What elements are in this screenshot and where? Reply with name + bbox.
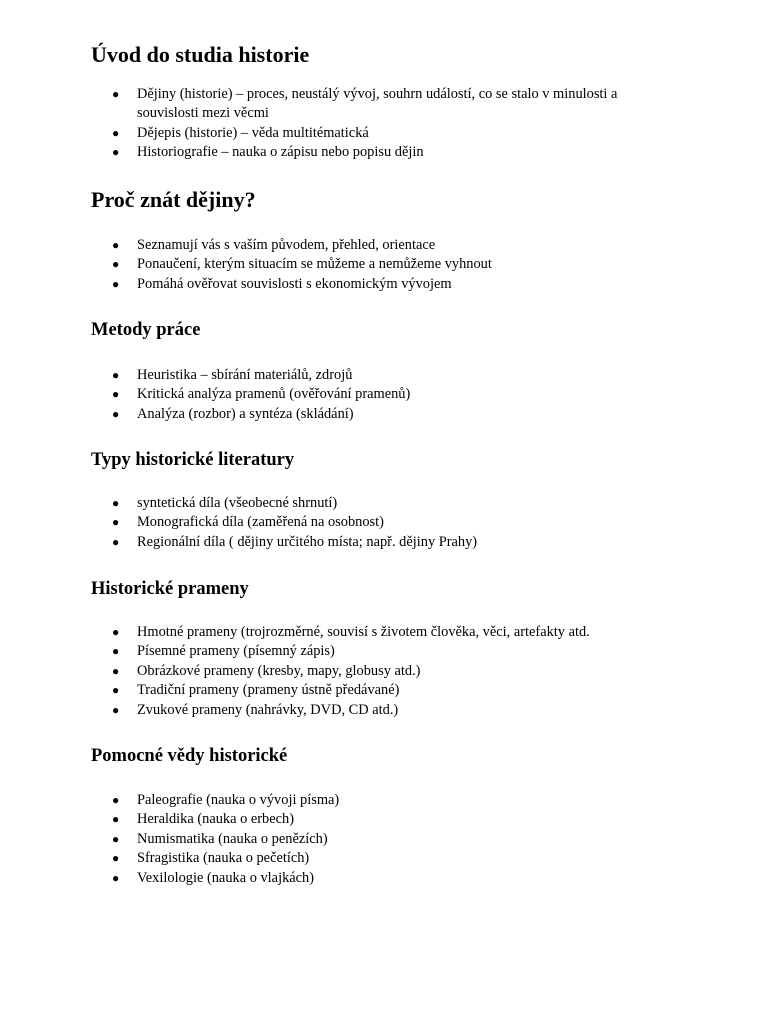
bullet-icon: ● [112, 831, 120, 846]
list-item: ● Heuristika – sbírání materiálů, zdrojů [0, 366, 677, 385]
list-item: ● Regionální díla ( dějiny určitého místa; např. dějiny Prahy) [0, 533, 677, 552]
bullet-icon: ● [112, 515, 120, 530]
list-item: ● Heraldika (nauka o erbech) [0, 810, 677, 829]
list-item: ● Písemné prameny (písemný zápis) [0, 642, 677, 661]
bullet-icon: ● [112, 368, 120, 382]
list-item: ● Hmotné prameny (trojrozměrné, souvisí s životem člověka, věci, artefakty atd. [0, 623, 677, 642]
section-list-metody-prace [0, 366, 768, 424]
bullet-icon: ● [112, 387, 120, 402]
section-heading-proc-znat-dejiny: Proč znát dějiny? [91, 187, 256, 212]
list-item: ● Tradiční prameny (prameny ústně předávané) [0, 681, 677, 700]
list-item: ● Pomáhá ověřovat souvislosti s ekonomickým vývojem [0, 275, 677, 294]
section-list-typy-literatury [0, 494, 768, 552]
bullet-icon: ● [112, 625, 120, 639]
bullet-icon: ● [112, 702, 120, 717]
section-heading-pomocne-vedy: Pomocné vědy historické [91, 746, 288, 766]
bullet-icon: ● [112, 145, 120, 160]
bullet-icon: ● [112, 125, 120, 140]
section-heading-historicke-prameny: Historické prameny [91, 579, 249, 599]
bullet-icon: ● [112, 644, 120, 659]
list-item: ● Seznamují vás s vaším původem, přehled, orientace [0, 236, 677, 255]
bullet-icon: ● [112, 534, 120, 549]
list-item: ● Paleografie (nauka o vývoji písma) [0, 791, 677, 810]
section-list-proc-znat-dejiny [0, 236, 768, 294]
bullet-icon: ● [112, 257, 120, 272]
bullet-icon: ● [112, 851, 120, 866]
list-item: ● Obrázkové prameny (kresby, mapy, globusy atd.) [0, 662, 677, 681]
list-item: ● Numismatika (nauka o penězích) [0, 830, 677, 849]
list-item: ● Vexilologie (nauka o vlajkách) [0, 869, 677, 888]
bullet-icon: ● [112, 87, 120, 101]
section-list-uvod [0, 85, 768, 163]
list-item: ● Dějiny (historie) – proces, neustálý vývoj, souhrn událostí, co se stalo v minulosti a souvislosti mezi věcmi [112, 86, 618, 122]
list-item: ● Ponaučení, kterým situacím se můžeme a nemůžeme vyhnout [0, 255, 677, 274]
bullet-icon: ● [112, 276, 120, 291]
section-list-historicke-prameny [0, 623, 768, 720]
bullet-icon: ● [112, 238, 120, 252]
section-heading-typy-literatury: Typy historické literatury [91, 450, 295, 470]
bullet-icon: ● [112, 870, 120, 885]
bullet-icon: ● [112, 793, 120, 807]
list-item: ● Kritická analýza pramenů (ověřování pramenů) [0, 385, 677, 404]
list-item: ● Monografická díla (zaměřená na osobnost) [0, 513, 677, 532]
bullet-icon: ● [112, 663, 120, 678]
bullet-icon: ● [112, 683, 120, 698]
list-item: ● Zvukové prameny (nahrávky, DVD, CD atd.) [0, 701, 677, 720]
list-item: ● syntetická díla (všeobecné shrnutí) [0, 494, 677, 513]
list-item: ● Analýza (rozbor) a syntéza (skládání) [0, 405, 677, 424]
bullet-icon: ● [112, 812, 120, 827]
section-list-pomocne-vedy [0, 791, 768, 888]
list-item: ● Dějepis (historie) – věda multitématická [0, 124, 677, 143]
bullet-icon: ● [112, 496, 120, 510]
list-item: ● Sfragistika (nauka o pečetích) [0, 849, 677, 868]
bullet-icon: ● [112, 406, 120, 421]
list-item: ● Historiografie – nauka o zápisu nebo popisu dějin [0, 143, 677, 162]
section-heading-metody-prace: Metody práce [91, 320, 201, 340]
section-heading-uvod: Úvod do studia historie [91, 42, 310, 67]
